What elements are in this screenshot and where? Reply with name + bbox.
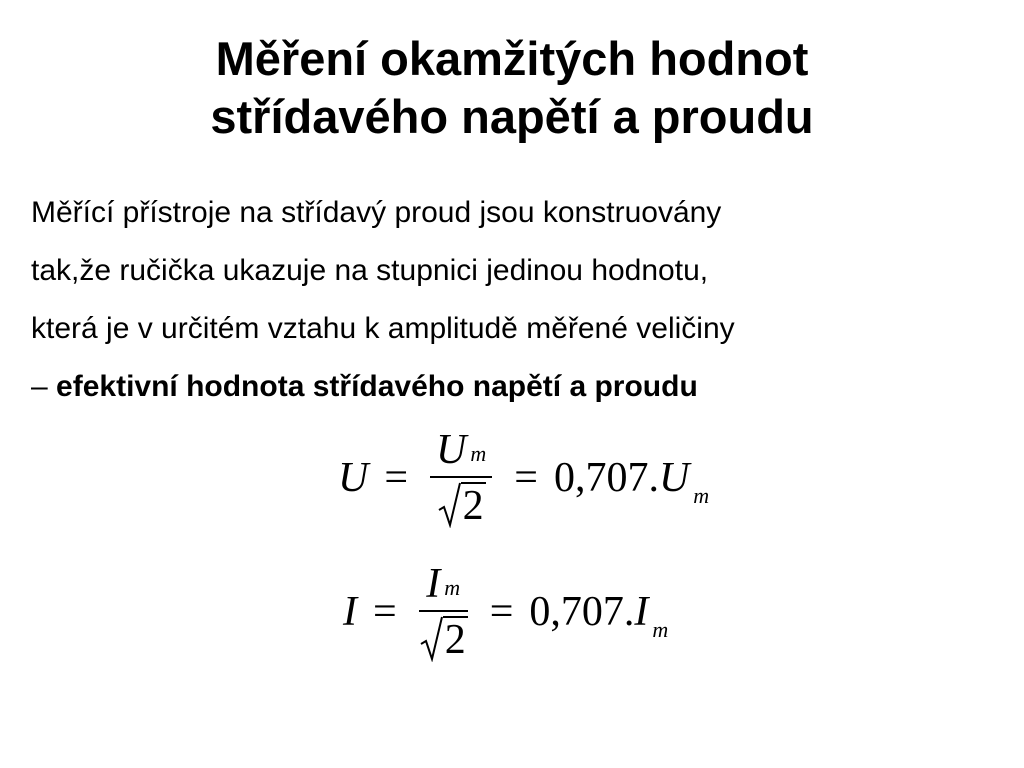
formula-current-coefficient: 0,707.	[529, 589, 635, 635]
formula-voltage	[338, 428, 709, 528]
formula-current	[343, 562, 668, 662]
formula-current-equals: =	[373, 589, 397, 635]
formula-voltage-radicand: 2	[462, 483, 484, 529]
formula-voltage-result-subscript: m	[693, 483, 710, 508]
formula-current-denominator	[419, 612, 468, 662]
formula-current-radicand: 2	[444, 617, 466, 663]
paragraph-line-3: která je v určitém vztahu k amplitudě měřené veličiny	[31, 312, 735, 345]
formula-current-fraction	[419, 562, 468, 662]
formula-voltage-equals: =	[384, 455, 409, 501]
formula-current-numerator-symbol: I	[426, 561, 441, 607]
formula-current-numerator	[420, 562, 466, 610]
formula-voltage-numerator-subscript: m	[470, 441, 487, 466]
paragraph-bold-definition: efektivní hodnota střídavého napětí a proudu	[56, 370, 698, 403]
formula-voltage-symbol: U	[338, 455, 369, 501]
formula-voltage-denominator	[437, 478, 486, 528]
formula-current-equals-2: =	[489, 589, 514, 635]
formula-voltage-numerator-symbol: U	[436, 427, 467, 473]
radical-icon	[437, 482, 461, 528]
formula-voltage-numerator	[430, 428, 492, 476]
slide-title	[0, 30, 1024, 146]
paragraph-line-2: tak,že ručička ukazuje na stupnici jedinou hodnotu,	[31, 254, 709, 287]
formula-current-symbol: I	[343, 589, 357, 635]
formula-current-result-subscript: m	[652, 617, 669, 642]
slide-title-line-1: Měření okamžitých hodnot	[215, 32, 809, 85]
formula-current-numerator-subscript: m	[444, 575, 461, 600]
paragraph-line-1: Měřící přístroje na střídavý proud jsou konstruovány	[31, 196, 722, 229]
formula-voltage-equals-2: =	[514, 455, 538, 501]
square-root-sign	[437, 482, 486, 528]
paragraph-dash: –	[31, 370, 57, 403]
paragraph-line-4	[31, 358, 1011, 416]
square-root-sign	[419, 616, 468, 662]
slide-title-line-2: střídavého napětí a proudu	[210, 90, 814, 143]
formula-voltage-result-symbol: U	[658, 455, 690, 501]
radical-icon	[419, 616, 443, 662]
body-paragraph	[31, 184, 1011, 416]
formula-current-result-symbol: I	[634, 589, 649, 635]
formula-voltage-fraction	[430, 428, 492, 528]
formula-voltage-coefficient: 0,707.	[553, 455, 659, 501]
